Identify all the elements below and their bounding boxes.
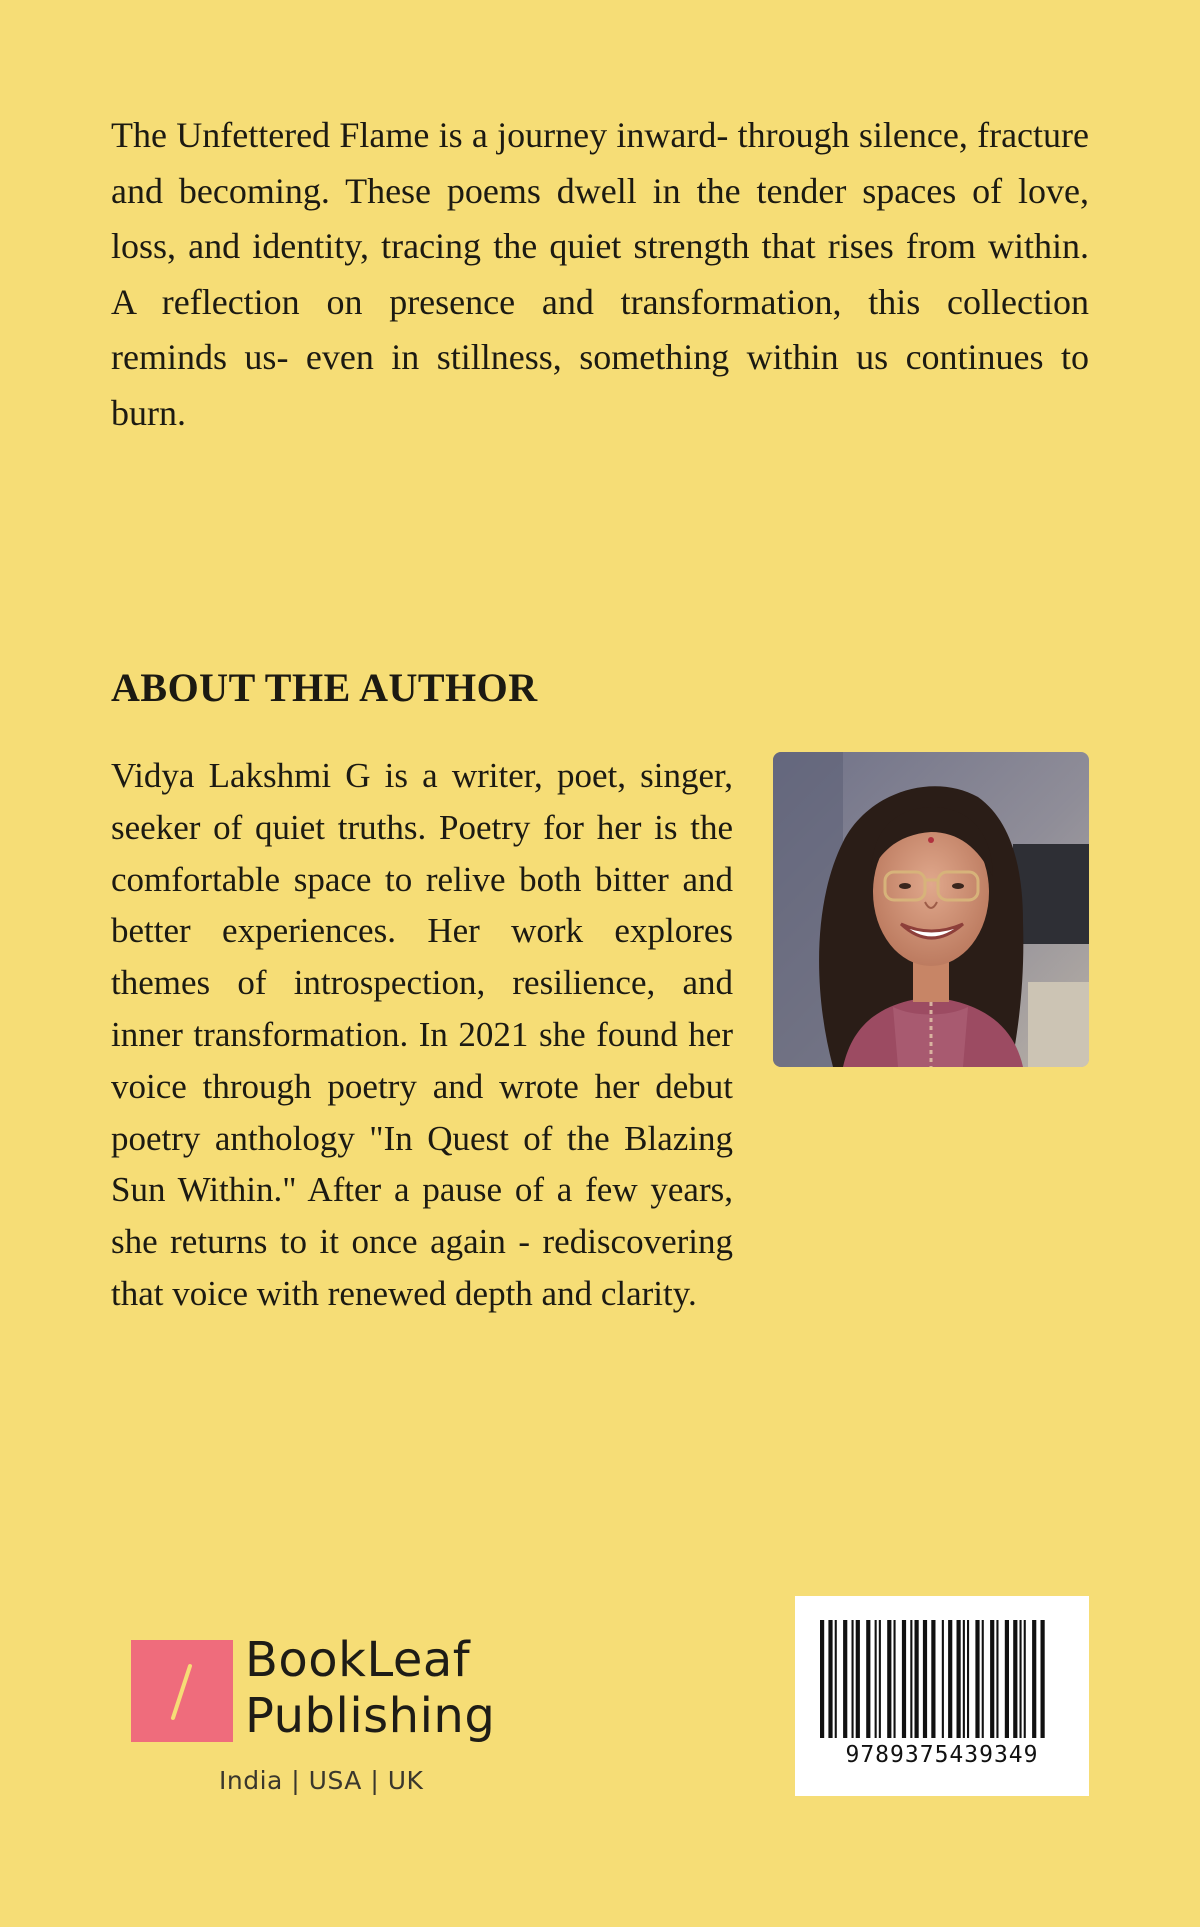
barcode-bar [1005, 1620, 1009, 1738]
isbn-barcode [795, 1596, 1089, 1796]
about-author-heading: ABOUT THE AUTHOR [111, 665, 538, 710]
author-bio: Vidya Lakshmi G is a writer, poet, singer, seeker of quiet truths. Poetry for her is the comfortable space to relive both bitter and better experiences. Her work explores themes of introspection, resilience, and inner transformation. In 2021 she found her voice through poetry and wrote her debut poetry anthology "In Quest of the Blazing Sun Within." After a pause of a few years, she returns to it once again - rediscovering that voice with renewed depth and clarity. [111, 756, 733, 1313]
barcode-bar [967, 1620, 969, 1738]
barcode-bar [957, 1620, 961, 1738]
barcode-bar [856, 1620, 860, 1738]
barcode-bar [975, 1620, 979, 1738]
barcode-bar [1032, 1620, 1036, 1738]
barcode-bar [828, 1620, 832, 1738]
isbn-number: 9789375439349 [845, 1742, 1039, 1768]
barcode-bar [843, 1620, 847, 1738]
barcode-bar [1020, 1620, 1022, 1738]
barcode-bar [887, 1620, 891, 1738]
leaf-slash-icon [131, 1640, 233, 1742]
barcode-bars [820, 1620, 1064, 1740]
barcode-bar [910, 1620, 912, 1738]
barcode-bar [894, 1620, 896, 1738]
publisher-name-line2: Publishing [245, 1688, 496, 1744]
barcode-bar [982, 1620, 984, 1738]
barcode-bar [915, 1620, 919, 1738]
barcode-bar [902, 1620, 906, 1738]
author-photo [773, 752, 1089, 1067]
barcode-bar [879, 1620, 881, 1738]
barcode-bar [996, 1620, 998, 1738]
barcode-bar [990, 1620, 994, 1738]
barcode-bar [923, 1620, 927, 1738]
back-cover-blurb: The Unfettered Flame is a journey inward- through silence, fracture and becoming. These poems dwell in the tender spaces of love, loss, and identity, tracing the quiet strength that rises from within. A reflection on presence and transformation, this collection reminds us- even in stillness, something within us continues to burn. [111, 115, 1089, 433]
publisher-logo [131, 1632, 531, 1800]
barcode-bar [948, 1620, 952, 1738]
barcode-bar [875, 1620, 877, 1738]
barcode-bar [942, 1620, 944, 1738]
publisher-name [245, 1632, 495, 1744]
barcode-bar [963, 1620, 965, 1738]
barcode-bar [852, 1620, 854, 1738]
barcode-bar [820, 1620, 824, 1738]
publisher-name-line1: BookLeaf [245, 1632, 471, 1688]
barcode-bar [835, 1620, 837, 1738]
barcode-bar [931, 1620, 935, 1738]
barcode-bar [1013, 1620, 1017, 1738]
barcode-bar [1041, 1620, 1045, 1738]
barcode-bar [866, 1620, 870, 1738]
barcode-bar [1024, 1620, 1026, 1738]
publisher-regions: India | USA | UK [219, 1766, 424, 1795]
